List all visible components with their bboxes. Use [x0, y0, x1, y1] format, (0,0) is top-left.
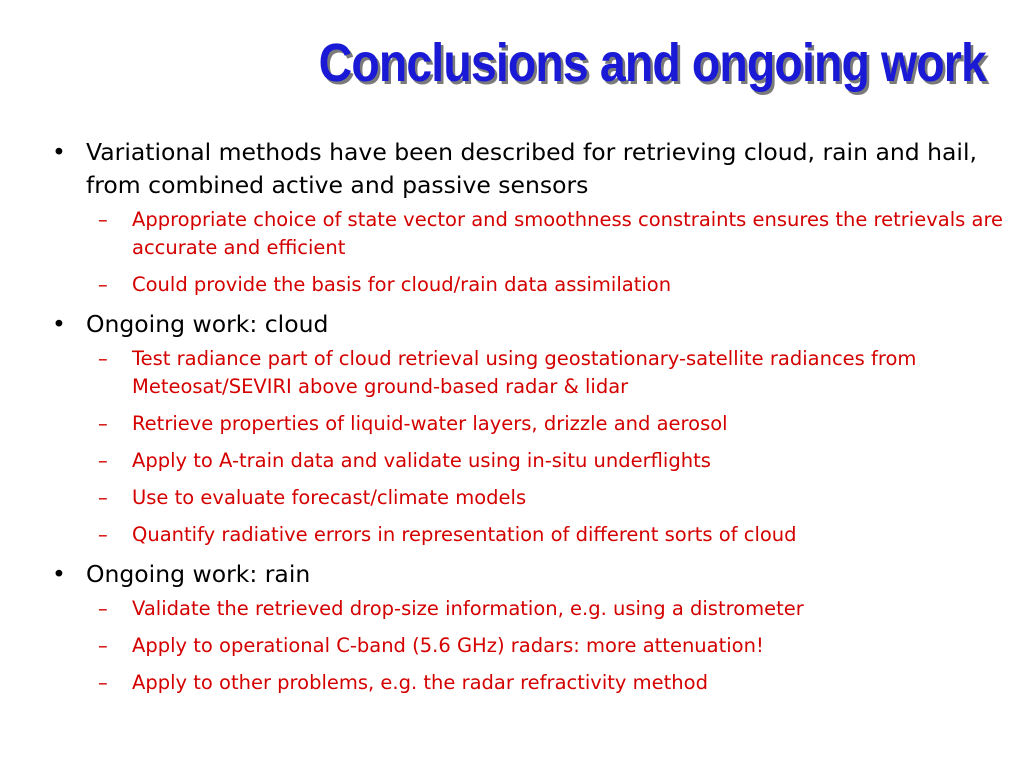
sub-bullet-text: Could provide the basis for cloud/rain data assimilation: [132, 273, 672, 296]
bullet-text: Ongoing work: rain: [86, 560, 311, 588]
bullet-group: [44, 558, 1004, 697]
sub-bullet-item: [44, 271, 1004, 299]
dash-marker: –: [98, 208, 108, 231]
sub-bullet-item: [44, 595, 1004, 623]
dash-marker: –: [98, 347, 108, 370]
bullet-marker: •: [52, 138, 66, 166]
dash-marker: –: [98, 486, 108, 509]
sub-bullet-item: [44, 410, 1004, 438]
sub-bullet-list: [44, 595, 1004, 697]
dash-marker: –: [98, 597, 108, 620]
dash-marker: –: [98, 412, 108, 435]
bullet-group: [44, 136, 1004, 299]
bullet-group: [44, 308, 1004, 549]
sub-bullet-list: [44, 206, 1004, 299]
sub-bullet-list: [44, 345, 1004, 549]
sub-bullet-item: [44, 345, 1004, 401]
bullet-item: [44, 136, 1004, 202]
bullet-text: Variational methods have been described for retrieving cloud, rain and hail, from combined active and passive sensors: [86, 138, 977, 199]
bullet-item: [44, 558, 1004, 591]
slide-title: Conclusions and ongoing work: [318, 33, 986, 93]
dash-marker: –: [98, 273, 108, 296]
sub-bullet-text: Apply to other problems, e.g. the radar refractivity method: [132, 671, 708, 694]
sub-bullet-text: Quantify radiative errors in representation of different sorts of cloud: [132, 523, 797, 546]
sub-bullet-text: Apply to A-train data and validate using in-situ underflights: [132, 449, 711, 472]
sub-bullet-text: Validate the retrieved drop-size information, e.g. using a distrometer: [132, 597, 804, 620]
sub-bullet-item: [44, 669, 1004, 697]
dash-marker: –: [98, 671, 108, 694]
sub-bullet-text: Test radiance part of cloud retrieval using geostationary-satellite radiances from Meteosat/SEVIRI above ground-based radar & lidar: [132, 347, 917, 398]
sub-bullet-item: [44, 484, 1004, 512]
bullet-marker: •: [52, 310, 66, 338]
sub-bullet-text: Appropriate choice of state vector and smoothness constraints ensures the retrievals are accurate and efficient: [132, 208, 1004, 259]
sub-bullet-text: Apply to operational C-band (5.6 GHz) radars: more attenuation!: [132, 634, 764, 657]
sub-bullet-item: [44, 632, 1004, 660]
sub-bullet-item: [44, 206, 1004, 262]
sub-bullet-text: Use to evaluate forecast/climate models: [132, 486, 527, 509]
slide-content: [44, 136, 1004, 706]
dash-marker: –: [98, 634, 108, 657]
dash-marker: –: [98, 523, 108, 546]
bullet-marker: •: [52, 560, 66, 588]
sub-bullet-text: Retrieve properties of liquid-water layers, drizzle and aerosol: [132, 412, 728, 435]
sub-bullet-item: [44, 521, 1004, 549]
bullet-text: Ongoing work: cloud: [86, 310, 329, 338]
sub-bullet-item: [44, 447, 1004, 475]
dash-marker: –: [98, 449, 108, 472]
bullet-item: [44, 308, 1004, 341]
